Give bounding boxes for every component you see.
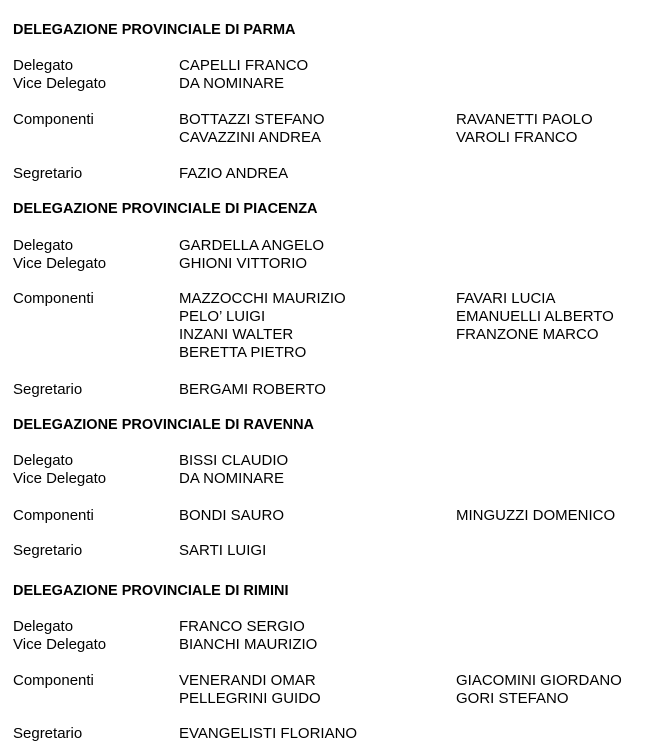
parma-componente: BOTTAZZI STEFANO: [179, 111, 325, 128]
piacenza-componente: INZANI WALTER: [179, 326, 294, 343]
rimini-componente: VENERANDI OMAR: [179, 672, 316, 689]
parma-delegato: CAPELLI FRANCO: [179, 57, 309, 74]
label-componenti: Componenti: [13, 507, 94, 524]
label-delegato: Delegato: [13, 452, 74, 469]
parma-vice-delegato: DA NOMINARE: [179, 75, 285, 92]
parma-segretario: FAZIO ANDREA: [179, 165, 289, 182]
label-componenti: Componenti: [13, 111, 94, 128]
label-delegato: Delegato: [13, 618, 74, 635]
label-vice-delegato: Vice Delegato: [13, 255, 107, 272]
label-delegato: Delegato: [13, 237, 74, 254]
label-vice-delegato: Vice Delegato: [13, 470, 107, 487]
rimini-segretario: EVANGELISTI FLORIANO: [179, 725, 358, 742]
parma-componente: VAROLI FRANCO: [456, 129, 578, 146]
ravenna-componente: BONDI SAURO: [179, 507, 285, 524]
section-title-parma: DELEGAZIONE PROVINCIALE DI PARMA: [13, 22, 296, 38]
rimini-componente: GIACOMINI GIORDANO: [456, 672, 622, 689]
piacenza-componente: MAZZOCCHI MAURIZIO: [179, 290, 346, 307]
piacenza-componente: EMANUELLI ALBERTO: [456, 308, 614, 325]
label-componenti: Componenti: [13, 672, 94, 689]
rimini-componente: PELLEGRINI GUIDO: [179, 690, 321, 707]
label-segretario: Segretario: [13, 725, 83, 742]
rimini-vice-delegato: BIANCHI MAURIZIO: [179, 636, 318, 653]
parma-componente: RAVANETTI PAOLO: [456, 111, 593, 128]
ravenna-vice-delegato: DA NOMINARE: [179, 470, 285, 487]
section-title-piacenza: DELEGAZIONE PROVINCIALE DI PIACENZA: [13, 201, 318, 217]
ravenna-delegato: BISSI CLAUDIO: [179, 452, 289, 469]
section-title-ravenna: DELEGAZIONE PROVINCIALE DI RAVENNA: [13, 417, 315, 433]
label-segretario: Segretario: [13, 165, 83, 182]
label-delegato: Delegato: [13, 57, 74, 74]
section-title-rimini: DELEGAZIONE PROVINCIALE DI RIMINI: [13, 583, 289, 599]
piacenza-componente: FRANZONE MARCO: [456, 326, 599, 343]
label-vice-delegato: Vice Delegato: [13, 636, 107, 653]
rimini-delegato: FRANCO SERGIO: [179, 618, 305, 635]
parma-componente: CAVAZZINI ANDREA: [179, 129, 321, 146]
piacenza-vice-delegato: GHIONI VITTORIO: [179, 255, 308, 272]
label-segretario: Segretario: [13, 381, 83, 398]
piacenza-delegato: GARDELLA ANGELO: [179, 237, 325, 254]
piacenza-componente: BERETTA PIETRO: [179, 344, 307, 361]
piacenza-componente: PELO’ LUIGI: [179, 308, 266, 325]
ravenna-componente: MINGUZZI DOMENICO: [456, 507, 616, 524]
label-segretario: Segretario: [13, 542, 83, 559]
ravenna-segretario: SARTI LUIGI: [179, 542, 267, 559]
label-componenti: Componenti: [13, 290, 94, 307]
piacenza-componente: FAVARI LUCIA: [456, 290, 556, 307]
rimini-componente: GORI STEFANO: [456, 690, 569, 707]
piacenza-segretario: BERGAMI ROBERTO: [179, 381, 326, 398]
label-vice-delegato: Vice Delegato: [13, 75, 107, 92]
